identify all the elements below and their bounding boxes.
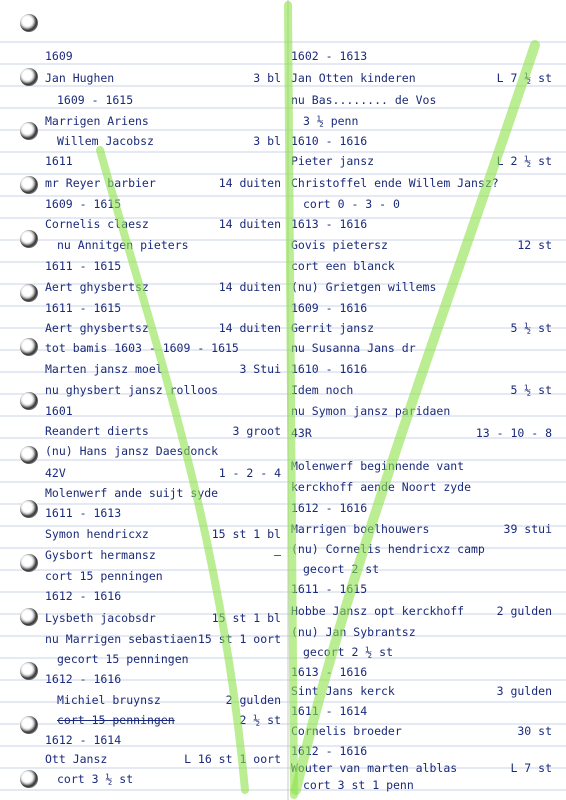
entry-text: (nu) Grietgen willems [291,280,437,294]
entry-row [45,234,285,256]
entry-text: Marrigen boelhouwers [291,522,430,536]
entry-row [291,558,556,580]
entry-row [45,689,285,711]
entry-text: 1610 - 1616 [291,134,368,148]
binder-hole [20,500,38,518]
entry-text: Pieter jansz [291,154,375,168]
entry-text: 1609 - 1615 [57,93,134,107]
entry-text: Reandert dierts [45,424,149,438]
entry-row [291,720,556,742]
left-column [45,0,285,800]
entry-row [291,538,556,560]
entry-amount: L 7 st [510,761,552,775]
entry-row [291,213,556,235]
entry-text: 1609 - 1616 [291,301,368,315]
entry-amount: 14 duiten [218,280,281,294]
entry-text: Gysbort hermansz [45,548,156,562]
entry-row [45,150,285,172]
entry-row [45,358,285,380]
binder-hole [20,284,38,302]
entry-text: 43R [291,426,312,440]
entry-text: 42V [45,466,66,480]
entry-text: Aert ghysbertsz [45,280,149,294]
entry-row [45,255,285,277]
entry-text: 1612 - 1614 [45,733,122,747]
entry-row [291,172,556,194]
entry-row [291,193,556,215]
entry-text: Molenwerf ande suijt syde [45,486,219,500]
entry-row [291,255,556,277]
entry-row [291,641,556,663]
entry-text: kerckhoff aende Noort zyde [291,480,472,494]
entry-amount: — [274,548,281,562]
binder-hole [20,662,38,680]
entry-text: cort 15 penningen [45,569,163,583]
entry-row [45,502,285,524]
entry-row [45,193,285,215]
entry-text: nu Susanna Jans dr [291,341,416,355]
entry-amount: 3 groot [232,424,281,438]
entry-text: Willem Jacobsz [57,134,154,148]
entry-row [291,774,556,796]
entry-row [291,317,556,339]
entry-text: Michiel bruynsz [57,693,161,707]
entry-row [45,297,285,319]
entry-text: cort een blanck [291,259,395,273]
entry-row [291,89,556,111]
entry-text: 1612 - 1616 [45,672,122,686]
entry-text: Jan Otten kinderen [291,71,416,85]
entry-row [291,130,556,152]
entry-row [45,440,285,462]
entry-amount: 30 st [517,724,552,738]
entry-text: 1611 - 1615 [45,301,122,315]
entry-row [291,358,556,380]
entry-text: mr Reyer barbier [45,176,156,190]
entry-text: Jan Hughen [45,71,115,85]
entry-row [45,709,285,731]
entry-text: Idem noch [291,383,354,397]
entry-amount: 3 gulden [496,684,552,698]
entry-text: 1601 [45,404,73,418]
entry-text: Molenwerf beginnende vant [291,459,465,473]
entry-row [45,585,285,607]
binder-hole [20,122,38,140]
entry-text: cort 3 ½ st [57,772,134,786]
entry-text: Cornelis broeder [291,724,402,738]
entry-row [45,565,285,587]
entry-amount: 3 Stui [239,362,281,376]
entry-text: (nu) Jan Sybrantsz [291,625,416,639]
entry-text: (nu) Hans jansz Daesdonck [45,444,219,458]
entry-row [45,89,285,111]
entry-row [45,213,285,235]
entry-amount: 12 st [517,238,552,252]
entry-row [45,523,285,545]
right-column [291,0,556,800]
entry-text: Christoffel ende Willem Jansz? [291,176,499,190]
entry-row [45,420,285,442]
entry-row [45,748,285,770]
entry-text: Marrigen Ariens [45,114,149,128]
entry-row [45,668,285,690]
entry-text: 1612 - 1616 [291,501,368,515]
entry-row [45,317,285,339]
entry-row [291,67,556,89]
entry-text: Cornelis claesz [45,217,149,231]
binder-hole [20,68,38,86]
entry-row [45,379,285,401]
entry-row [45,130,285,152]
entry-amount: 3 bl [253,71,281,85]
entry-amount: 14 duiten [218,176,281,190]
entry-amount: 2 gulden [225,693,281,707]
entry-amount: 13 - 10 - 8 [475,426,552,440]
entry-amount: 3 bl [253,134,281,148]
entry-amount: 14 duiten [218,217,281,231]
entry-text: Aert ghysbertsz [45,321,149,335]
entry-row [45,544,285,566]
entry-text: 1611 - 1613 [45,506,122,520]
entry-row [291,680,556,702]
entry-row [291,234,556,256]
entry-text: Marten jansz moel [45,362,163,376]
binder-hole [20,14,38,32]
entry-amount: 39 stui [503,522,552,536]
entry-text: cort 3 st 1 penn [303,778,414,792]
entry-text: Ott Jansz [45,752,108,766]
entry-row [45,400,285,422]
entry-row [45,110,285,132]
entry-text: Wouter van marten alblas [291,761,458,775]
entry-text: nu Symon jansz paridaen [291,404,451,418]
entry-row [45,628,285,650]
entry-row [291,578,556,600]
binder-hole [20,230,38,248]
entry-text: 1611 - 1615 [291,582,368,596]
entry-text: nu ghysbert jansz rolloos [45,383,219,397]
entry-amount: 15 st 1 bl [211,611,281,625]
entry-row [291,476,556,498]
entry-text: gecort 15 penningen [57,652,189,666]
entry-text: 3 ½ penn [303,114,359,128]
entry-amount: 14 duiten [218,321,281,335]
entry-row [291,337,556,359]
entry-row [291,422,556,444]
entry-row [45,45,285,67]
entry-row [291,45,556,67]
entry-row [291,276,556,298]
entry-text: 1609 - 1615 [45,197,122,211]
entry-amount: 5 ½ st [510,321,552,335]
entry-row [291,518,556,540]
entry-text: Symon hendricxz [45,527,149,541]
entry-row [291,110,556,132]
entry-amount: 1 - 2 - 4 [218,466,281,480]
entry-row [291,150,556,172]
binder-hole [20,608,38,626]
entry-row [45,648,285,670]
entry-amount: L 7 ½ st [496,71,552,85]
binder-hole [20,338,38,356]
entry-row [45,768,285,790]
entry-text: 1611 [45,154,73,168]
binder-hole [20,554,38,572]
entry-amount: 15 st 1 bl [211,527,281,541]
entry-row [291,700,556,722]
entry-text: Govis pietersz [291,238,388,252]
entry-text: cort 15 penningen [57,713,175,727]
entry-row [45,276,285,298]
entry-amount: L 16 st 1 oort [184,752,281,766]
entry-amount: 5 ½ st [510,383,552,397]
entry-text: tot bamis 1603 - 1609 - 1615 [45,341,239,355]
binder-hole [20,770,38,788]
entry-text: 1611 - 1614 [291,704,368,718]
entry-text: Gerrit jansz [291,321,375,335]
entry-text: 1602 - 1613 [291,49,368,63]
entry-row [291,600,556,622]
entry-text: 1609 [45,49,73,63]
entry-row [45,337,285,359]
entry-row [45,462,285,484]
entry-text: nu Annitgen pieters [57,238,189,252]
entry-text: Sint Jans kerck [291,684,395,698]
entry-row [45,607,285,629]
entry-text: 1610 - 1616 [291,362,368,376]
entry-text: 1612 - 1616 [291,744,368,758]
entry-row [291,297,556,319]
entry-text: cort 0 - 3 - 0 [303,197,400,211]
entry-row [291,379,556,401]
entry-text: 1613 - 1616 [291,217,368,231]
entry-text: 1613 - 1616 [291,665,368,679]
entry-row [291,400,556,422]
entry-amount: 15 st 1 oort [197,632,281,646]
entry-row [291,455,556,477]
entry-row [291,621,556,643]
entry-amount: 2 gulden [496,604,552,618]
entry-text: Hobbe Jansz opt kerckhoff [291,604,465,618]
entry-row [291,497,556,519]
binder-hole [20,716,38,734]
entry-text: 1612 - 1616 [45,589,122,603]
entry-text: (nu) Cornelis hendricxz camp [291,542,485,556]
entry-text: gecort 2 st [303,562,380,576]
entry-row [45,67,285,89]
binder-hole [20,446,38,464]
binder-hole [20,392,38,410]
entry-amount: L 2 ½ st [496,154,552,168]
entry-amount: 2 ½ st [239,713,281,727]
entry-text: nu Marrigen sebastiaen [45,632,198,646]
entry-row [45,482,285,504]
entry-text: nu Bas........ de Vos [291,93,437,107]
entry-row [45,172,285,194]
entry-text: gecort 2 ½ st [303,645,394,659]
entry-text: 1611 - 1615 [45,259,122,273]
binder-hole [20,176,38,194]
entry-text: Lysbeth jacobsdr [45,611,156,625]
